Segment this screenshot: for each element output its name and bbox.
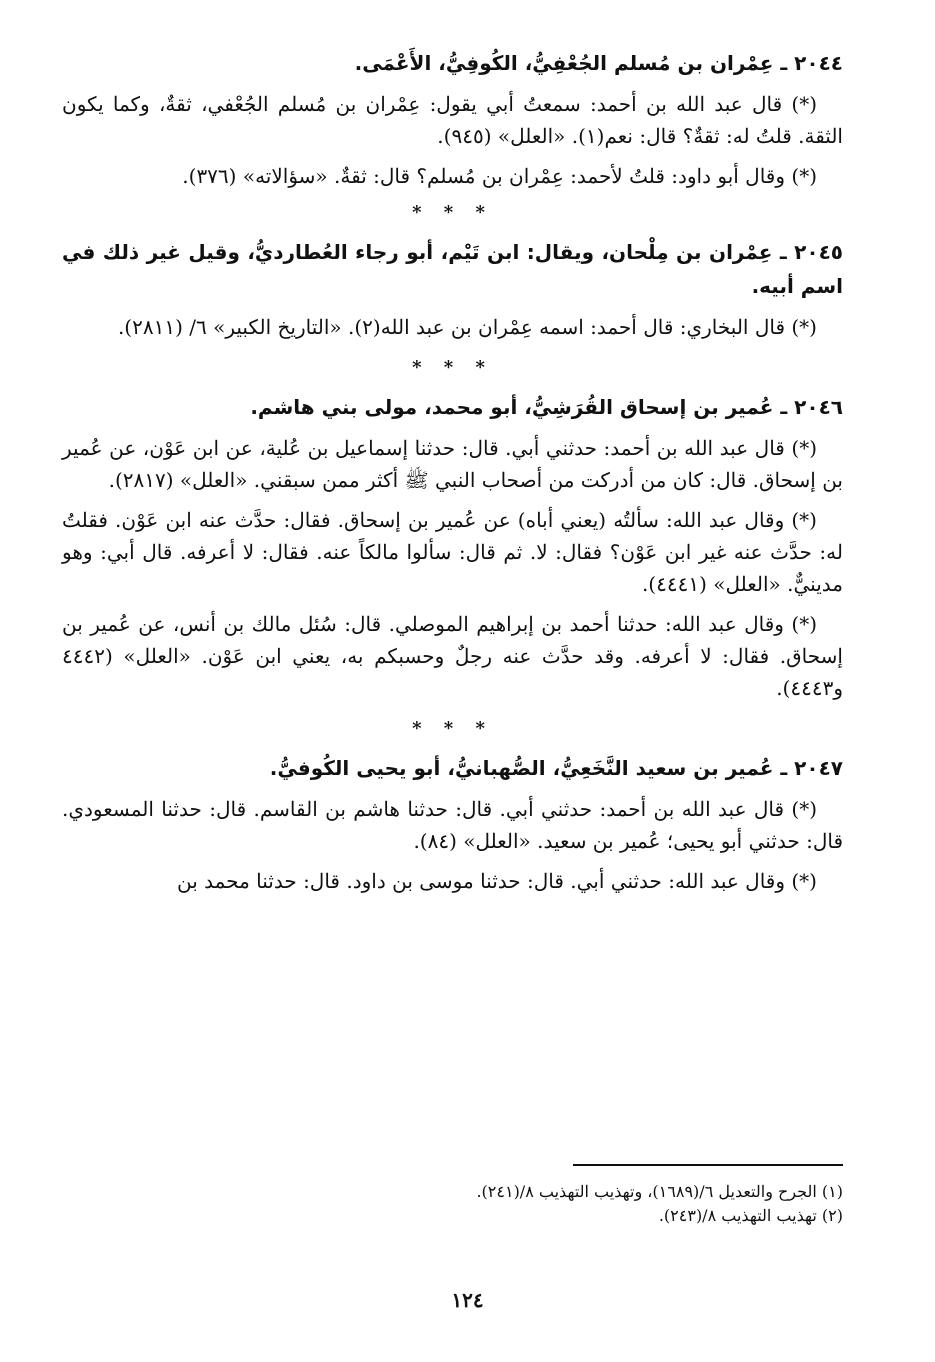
entry-heading: ٢٠٤٧ ـ عُمير بن سعيد النَّخَعِيُّ، الصُّهبانيُّ، أبو يحيى الكُوفيُّ. bbox=[269, 756, 843, 780]
entry-2044 bbox=[62, 46, 843, 192]
footnotes bbox=[62, 1180, 843, 1228]
entry-paragraph: (*) وقال أبو داود: قلتُ لأحمد: عِمْران بن مُسلم؟ قال: ثقةٌ. «سؤالاته» (٣٧٦). bbox=[182, 164, 817, 188]
entry-heading: ٢٠٤٦ ـ عُمير بن إسحاق القُرَشِيُّ، أبو محمد، مولى بني هاشم. bbox=[250, 395, 843, 419]
footnote: (١) الجرح والتعديل ٦/(١٦٨٩)، وتهذيب التهذيب ٨/(٢٤١). bbox=[476, 1182, 843, 1201]
footnote: (٢) تهذيب التهذيب ٨/(٢٤٣). bbox=[658, 1206, 843, 1225]
entry-paragraph: (*) قال عبد الله بن أحمد: سمعتُ أبي يقول: عِمْران بن مُسلم الجُعْفي، ثقةٌ، وكما يكون الثقة. قلتُ له: ثقةٌ؟ قال: نعم(١). «العلل» (٩٤٥). bbox=[62, 92, 843, 148]
entry-paragraph: (*) قال عبد الله بن أحمد: حدثني أبي. قال: حدثنا هاشم بن القاسم. قال: حدثنا المسعودي. قال: حدثني أبو يحيى؛ عُمير بن سعيد. «العلل» (٨٤). bbox=[62, 797, 843, 853]
section-separator: * * * bbox=[412, 357, 493, 378]
entry-heading: ٢٠٤٤ ـ عِمْران بن مُسلم الجُعْفِيُّ، الكُوفِيُّ، الأَعْمَى. bbox=[354, 51, 843, 75]
entry-paragraph: (*) وقال عبد الله: سألتُه (يعني أباه) عن عُمير بن إسحاق. فقال: حدَّث عنه ابن عَوْن. فقلتُ له: حدَّث عنه غير ابن عَوْن؟ فقال: لا. ثم قال: سألوا مالكاً عنه. فقال: لا أعرفه. قال أبي: وهو مدينيٌّ. «العلل» (٤٤٤١). bbox=[62, 508, 843, 596]
entry-paragraph: (*) وقال عبد الله: حدثني أبي. قال: حدثنا موسى بن داود. قال: حدثنا محمد بن bbox=[176, 869, 817, 893]
entry-2047 bbox=[62, 751, 843, 897]
entry-2045 bbox=[62, 235, 843, 343]
footnote-divider bbox=[573, 1164, 843, 1166]
entry-2046 bbox=[62, 390, 843, 704]
entry-heading: ٢٠٤٥ ـ عِمْران بن مِلْحان، ويقال: ابن تَيْم، أبو رجاء العُطارديُّ، وقيل غير ذلك في اسم أبيه. bbox=[62, 240, 843, 298]
section-separator: * * * bbox=[412, 202, 493, 223]
section-separator: * * * bbox=[412, 718, 493, 739]
entry-paragraph: (*) قال عبد الله بن أحمد: حدثني أبي. قال: حدثنا إسماعيل بن عُلية، عن ابن عَوْن، عن عُمير بن إسحاق. قال: كان من أدركت من أصحاب النبي ﷺ أكثر ممن سبقني. «العلل» (٢٨١٧). bbox=[62, 436, 843, 492]
entry-paragraph: (*) وقال عبد الله: حدثنا أحمد بن إبراهيم الموصلي. قال: سُئل مالك بن أنس، عن عُمير بن إسحاق. فقال: لا أعرفه. وقد حدَّث عنه رجلٌ وحسبكم به، يعني ابن عَوْن. «العلل» (٤٤٤٢ و٤٤٤٣). bbox=[62, 612, 843, 700]
entry-paragraph: (*) قال البخاري: قال أحمد: اسمه عِمْران بن عبد الله(٢). «التاريخ الكبير» ٦/ (٢٨١١). bbox=[117, 315, 817, 339]
page-number: ١٢٤ bbox=[451, 1288, 484, 1312]
